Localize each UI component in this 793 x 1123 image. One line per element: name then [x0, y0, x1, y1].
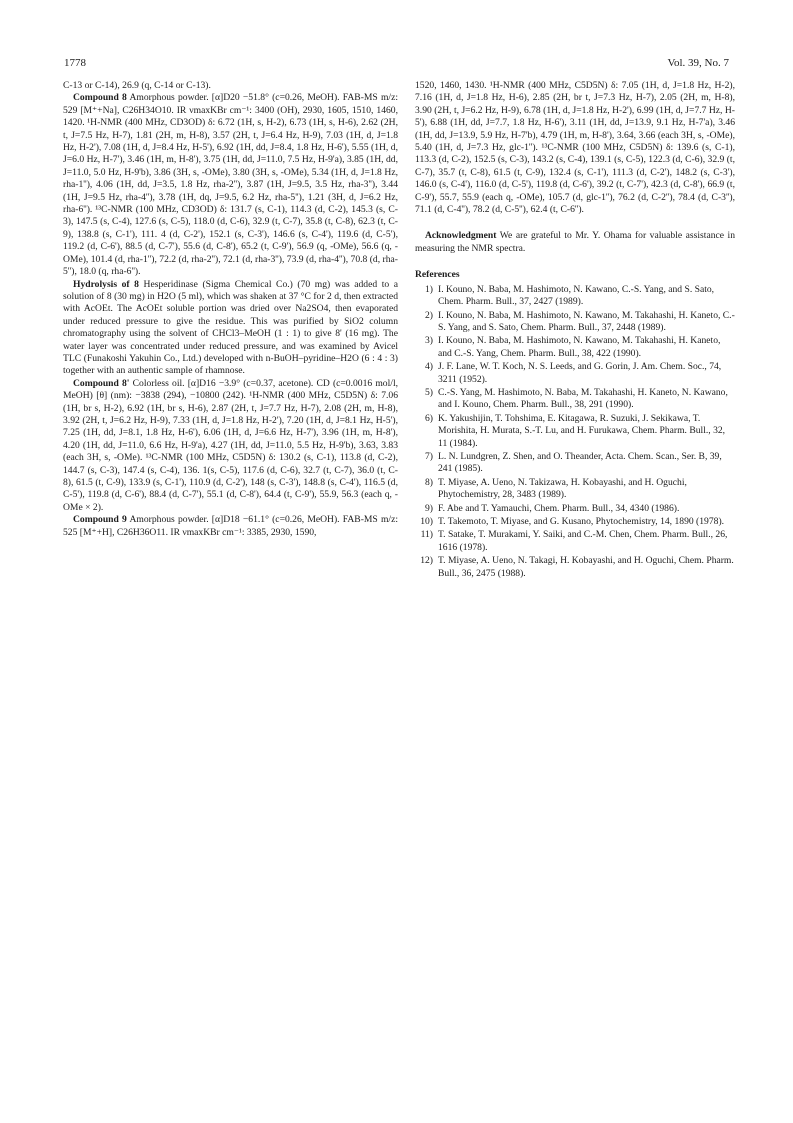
- reference-number: 8): [425, 476, 433, 488]
- reference-text: L. N. Lundgren, Z. Shen, and O. Theander, Acta. Chem. Scan., Ser. B, 39, 241 (1985).: [438, 450, 722, 475]
- reference-number: 10): [420, 516, 433, 527]
- reference-item: [415, 310, 735, 335]
- reference-text: T. Miyase, A. Ueno, N. Takagi, H. Kobayashi, and H. Oguchi, Chem. Pharm. Bull., 36, 2475 (1988).: [438, 555, 734, 579]
- page-number: 1778: [64, 57, 86, 69]
- reference-text: I. Kouno, N. Baba, M. Hashimoto, N. Kawano, C.-S. Yang, and S. Sato, Chem. Pharm. Bull., 37, 2427 (1989).: [438, 283, 715, 308]
- paragraph-lead: Hydrolysis of 8: [73, 278, 139, 290]
- page-header: [64, 57, 729, 73]
- paragraph-text: Amorphous powder. [α]D18 −61.1° (c=0.26, MeOH). FAB-MS m/z: 525 [M⁺+H], C26H36O11. IR νmaxKBr cm⁻¹: 3385, 2930, 1590,: [63, 514, 398, 538]
- paragraph-text: Hesperidinase (Sigma Chemical Co.) (70 mg) was added to a solution of 8 (30 mg) in H2O (5 ml), which was shaken at 37 °C for 2 d, then extracted with AcOEt. The AcOEt soluble portion was dried over Na2SO4, then evaporated under reduced pressure to give the residue. This was purified by SiO2 column chromatography using the solvent of CHCl3–MeOH (1 : 1) to give 8' (16 mg). The water layer was concentrated under reduced pressure, and was examined by Avicel TLC (Funakoshi Yakuhin Co., Ltd.) developed with n-BuOH–pyridine–H2O (6 : 4 : 3) together with an authentic sample of rhamnose.: [63, 278, 398, 377]
- paragraph-text: Colorless oil. [α]D16 −3.9° (c=0.37, acetone). CD (c=0.0016 mol/l, MeOH) [θ] (nm): −3838 (294), −10800 (242). ¹H-NMR (400 MHz, C5D5N) δ: 7.06 (1H, br s, H-2), 6.92 (1H, br s, H-6), 2.87 (2H, t, J=7.7 Hz, H-7), 2.08 (2H, m, H-8), 3.92 (2H, t, J=6.2 Hz, H-9), 7.33 (1H, d, J=1.8 Hz, H-2'), 7.20 (1H, d, J=8.1 Hz, H-5'), 7.25 (1H, dd, J=8.1, 1.8 Hz, H-6'), 6.06 (1H, d, J=6.6 Hz, H-7'), 3.96 (1H, m, H-8'), 4.20 (1H, dd, J=11.0, 6.6 Hz, H-9'a), 4.27 (1H, dd, J=11.0, 5.5 Hz, H-9'b), 3.63, 3.83 (each 3H, s, -OMe). ¹³C-NMR (100 MHz, C5D5N) δ: 130.2 (s, C-1), 113.8 (d, C-2), 144.7 (s, C-3), 147.4 (s, C-4), 136. 1(s, C-5), 117.6 (d, C-6), 32.7 (t, C-7), 36.0 (t, C-8), 61.5 (t, C-9), 133.9 (s, C-1'), 110.9 (d, C-2'), 148 (s, C-3'), 148.8 (s, C-4'), 116.5 (d, C-5'), 119.8 (d, C-6'), 88.4 (d, C-7'), 55.1 (d, C-8'), 64.4 (t, C-9'), 55.9, 56.3 (each q, -OMe × 2).: [63, 377, 399, 513]
- reference-item: [415, 284, 735, 309]
- acknowledgment: [415, 230, 735, 255]
- reference-list: [415, 284, 735, 580]
- reference-number: 11): [420, 529, 433, 541]
- reference-item: [415, 413, 735, 450]
- reference-item: [415, 477, 735, 502]
- acknowledgment-text: We are grateful to Mr. Y. Ohama for valuable assistance in measuring the NMR spectra.: [415, 230, 735, 254]
- reference-number: 3): [425, 335, 433, 347]
- reference-item: [415, 555, 735, 580]
- reference-item: [415, 529, 735, 554]
- reference-number: 4): [425, 361, 433, 373]
- paragraph: [63, 514, 398, 539]
- left-column: [63, 80, 398, 539]
- reference-text: T. Takemoto, T. Miyase, and G. Kusano, Phytochemistry, 14, 1890 (1978).: [438, 516, 725, 527]
- paragraph: [63, 279, 398, 378]
- reference-text: T. Satake, T. Murakami, Y. Saiki, and C.-M. Chen, Chem. Pharm. Bull., 26, 1616 (1978).: [438, 529, 728, 553]
- reference-item: [415, 451, 735, 476]
- reference-item: [415, 335, 735, 360]
- reference-item: [415, 516, 735, 528]
- reference-text: I. Kouno, N. Baba, M. Hashimoto, N. Kawano, M. Takahashi, H. Kaneto, and C.-S. Yang, Chem. Pharm. Bull., 38, 422 (1990).: [438, 335, 721, 359]
- paragraph-lead: Compound 9: [73, 514, 127, 526]
- reference-number: 7): [425, 450, 433, 462]
- paragraph: [63, 378, 398, 514]
- paragraph-lead: Compound 8': [73, 377, 130, 389]
- acknowledgment-lead: Acknowledgment: [425, 230, 497, 242]
- reference-number: 1): [425, 283, 433, 295]
- paragraph-text: Amorphous powder. [α]D20 −51.8° (c=0.26, MeOH). FAB-MS m/z: 529 [M⁺+Na], C26H34O10. IR νmaxKBr cm⁻¹: 3400 (OH), 2930, 1605, 1510, 1460, 1420. ¹H-NMR (400 MHz, CD3OD) δ: 6.72 (1H, s, H-2), 6.73 (1H, s, H-6), 2.62 (2H, t, J=7.5 Hz, H-7), 1.81 (2H, m, H-8), 3.57 (2H, t, J=6.4 Hz, H-9), 7.03 (1H, d, J=1.8 Hz, H-2'), 7.08 (1H, d, J=8.4 Hz, H-5'), 6.92 (1H, dd, J=8.4, 1.8 Hz, H-6'), 5.55 (1H, d, J=6.0 Hz, H-7'), 3.46 (1H, m, H-8'), 3.75 (1H, dd, J=11.0, 7.5 Hz, H-9'a), 3.85 (1H, dd, J=11.0, 5.0 Hz, H-9'b), 3.86 (3H, s, -OMe), 3.80 (3H, s, -OMe), 5.34 (1H, d, J=1.8 Hz, rha-1''), 4.06 (1H, dd, J=3.5, 1.8 Hz, rha-2''), 3.87 (1H, J=9.5, 3.5 Hz, rha-3''), 3.44 (1H, J=9.5 Hz, rha-4''), 3.78 (1H, dq, J=9.5, 6.2 Hz, rha-5''), 1.21 (3H, d, J=6.2 Hz, rha-6''). ¹³C-NMR (100 MHz, CD3OD) δ: 131.7 (s, C-1), 114.3 (d, C-2), 145.3 (s, C-3), 147.5 (s, C-4), 127.6 (s, C-5), 118.0 (d, C-6), 32.9 (t, C-7), 35.8 (t, C-8), 62.3 (t, C-9), 138.8 (s, C-1'), 111. 4 (d, C-2'), 152.1 (s, C-3'), 146.6 (s, C-4'), 119.6 (d, C-5'), 119.2 (d, C-6'), 88.5 (d, C-7'), 55.6 (d, C-8'), 65.2 (t, C-9'), 56.9 (q, -OMe), 56.6 (q, -OMe), 101.4 (d, rha-1''), 72.2 (d, rha-2''), 72.1 (d, rha-3''), 73.9 (d, rha-4''), 70.8 (d, rha-5''), 18.0 (q, rha-6'').: [63, 92, 398, 278]
- paragraph-text: 1520, 1460, 1430. ¹H-NMR (400 MHz, C5D5N) δ: 7.05 (1H, d, J=1.8 Hz, H-2), 7.16 (1H, d, J=1.8 Hz, H-6), 2.85 (2H, br t, J=7.3 Hz, H-7), 2.05 (2H, m, H-8), 3.90 (2H, t, J=6.2 Hz, H-9), 6.78 (1H, d, J=1.8 Hz, H-2'), 6.99 (1H, d, J=7.7 Hz, H-5'), 6.88 (1H, dd, J=7.7, 1.8 Hz, H-6'), 3.11 (1H, dd, J=13.9, 9.1 Hz, H-7'a), 3.46 (1H, dd, J=13.9, 5.9 Hz, H-7'b), 4.79 (1H, m, H-8'), 3.64, 3.66 (each 3H, s, -OMe), 5.40 (1H, d, J=7.3 Hz, glc-1''). ¹³C-NMR (100 MHz, C5D5N) δ: 139.6 (s, C-1), 113.3 (d, C-2), 152.5 (s, C-3), 143.2 (s, C-4), 139.1 (s, C-5), 122.3 (d, C-6), 32.9 (t, C-7), 35.7 (t, C-8), 61.5 (t, C-9), 132.4 (s, C-1'), 111.3 (d, C-2'), 148.2 (s, C-3'), 146.0 (s, C-4'), 116.0 (d, C-5'), 119.8 (d, C-6'), 39.2 (t, C-7'), 42.3 (d, C-8'), 66.9 (t, C-9'), 55.7, 55.9 (each q, -OMe), 105.7 (d, glc-1''), 76.2 (d, C-2''), 78.4 (d, C-3''), 71.1 (d, C-4''), 78.2 (d, C-5''), 62.4 (t, C-6'').: [415, 80, 735, 216]
- reference-item: [415, 503, 735, 515]
- references-heading: References: [415, 269, 460, 281]
- paragraph: [63, 80, 398, 92]
- reference-number: 2): [425, 309, 433, 321]
- journal-volume: Vol. 39, No. 7: [667, 57, 729, 69]
- reference-item: [415, 361, 735, 386]
- reference-item: [415, 387, 735, 412]
- reference-number: 6): [425, 412, 433, 424]
- paragraph: [415, 80, 735, 216]
- reference-text: I. Kouno, N. Baba, M. Hashimoto, N. Kawano, M. Takahashi, H. Kaneto, C.-S. Yang, and S. Sato, Chem. Pharm. Bull., 37, 2448 (1989).: [438, 309, 735, 333]
- reference-text: C.-S. Yang, M. Hashimoto, N. Baba, M. Takahashi, H. Kaneto, N. Kawano, and I. Kouno, Chem. Pharm. Bull., 38, 291 (1990).: [438, 386, 728, 411]
- right-column: [415, 80, 735, 581]
- reference-number: 5): [425, 386, 433, 398]
- reference-text: T. Miyase, A. Ueno, N. Takizawa, H. Kobayashi, and H. Oguchi, Phytochemistry, 28, 3483 (1989).: [438, 476, 687, 501]
- reference-text: J. F. Lane, W. T. Koch, N. S. Leeds, and G. Gorin, J. Am. Chem. Soc., 74, 3211 (1952).: [438, 361, 722, 385]
- reference-text: K. Yakushijin, T. Tohshima, E. Kitagawa, R. Suzuki, J. Sekikawa, T. Morishita, H. Murata, S.-T. Lu, and H. Furukawa, Chem. Pharm. Bull., 32, 11 (1984).: [438, 412, 726, 449]
- reference-number: 12): [420, 555, 433, 567]
- reference-text: F. Abe and T. Yamauchi, Chem. Pharm. Bull., 34, 4340 (1986).: [438, 502, 680, 514]
- reference-number: 9): [425, 502, 433, 514]
- paragraph: [63, 92, 398, 278]
- paragraph-text: C-13 or C-14), 26.9 (q, C-14 or C-13).: [63, 80, 211, 91]
- paragraph-lead: Compound 8: [73, 92, 127, 104]
